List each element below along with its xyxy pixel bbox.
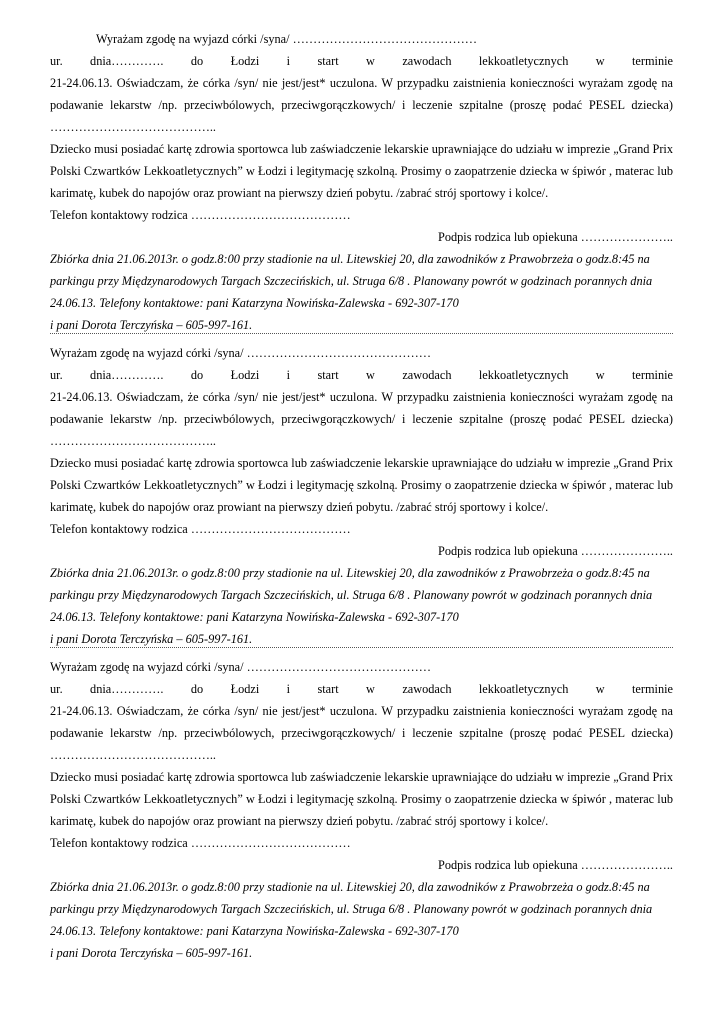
pesel-blank-line: ………………………………….. — [50, 434, 217, 448]
consent-form-3 — [50, 656, 673, 964]
meeting-info-line-2: parkingu przy Międzynarodowych Targach Szczecińskich, ul. Struga 6/8 . Planowany powrót w godzinach porannych dnia — [50, 902, 653, 916]
meeting-info-line-4: i pani Dorota Terczyńska – 605-997-161. — [50, 632, 253, 646]
consent-form-1 — [50, 28, 673, 336]
medical-consent-line: podawanie lekarstw /np. przeciwbólowych, przeciwgorączkowych/ i leczenie szpitalne (proszę podać PESEL dziecka) — [50, 726, 673, 740]
requirements-line-2: Polski Czwartków Lekkoatletycznych” w Łodzi i legitymację szkolną. Prosimy o zaopatrzenie dziecka w śpiwór , materac lub — [50, 478, 673, 492]
pesel-blank-line: ………………………………….. — [50, 120, 217, 134]
meeting-info-line-1: Zbiórka dnia 21.06.2013r. o godz.8:00 przy stadionie na ul. Litewskiej 20, dla zawodników z Prawobrzeża o godz.8:45 na — [50, 252, 650, 266]
meeting-info-line-4: i pani Dorota Terczyńska – 605-997-161. — [50, 318, 253, 332]
allergy-statement-line: 21-24.06.13. Oświadczam, że córka /syn/ nie jest/jest* uczulona. W przypadku zaistnienia konieczności wyrażam zgodę na — [50, 76, 673, 90]
consent-line: Wyrażam zgodę na wyjazd córki /syna/ ……………………………………… — [50, 346, 432, 360]
meeting-info-line-2: parkingu przy Międzynarodowych Targach Szczecińskich, ul. Struga 6/8 . Planowany powrót w godzinach porannych dnia — [50, 274, 653, 288]
consent-form-2 — [50, 342, 673, 650]
requirements-line-1: Dziecko musi posiadać kartę zdrowia sportowca lub zaświadczenie lekarskie uprawniające do udziału w imprezie „Grand Prix — [50, 456, 673, 470]
allergy-statement-line: 21-24.06.13. Oświadczam, że córka /syn/ nie jest/jest* uczulona. W przypadku zaistnienia konieczności wyrażam zgodę na — [50, 390, 673, 404]
birth-date-line: ur. dnia…………. do Łodzi i start w zawodach lekkoatletycznych w terminie — [50, 682, 673, 696]
requirements-line-2: Polski Czwartków Lekkoatletycznych” w Łodzi i legitymację szkolną. Prosimy o zaopatrzenie dziecka w śpiwór , materac lub — [50, 792, 673, 806]
parent-phone-line: Telefon kontaktowy rodzica ………………………………… — [50, 522, 351, 536]
parent-signature-line: Podpis rodzica lub opiekuna ………………….. — [438, 858, 673, 872]
parent-signature-line: Podpis rodzica lub opiekuna ………………….. — [438, 230, 673, 244]
requirements-line-1: Dziecko musi posiadać kartę zdrowia sportowca lub zaświadczenie lekarskie uprawniające do udziału w imprezie „Grand Prix — [50, 770, 673, 784]
meeting-info-line-1: Zbiórka dnia 21.06.2013r. o godz.8:00 przy stadionie na ul. Litewskiej 20, dla zawodników z Prawobrzeża o godz.8:45 na — [50, 566, 650, 580]
meeting-info-line-2: parkingu przy Międzynarodowych Targach Szczecińskich, ul. Struga 6/8 . Planowany powrót w godzinach porannych dnia — [50, 588, 653, 602]
cut-line-divider — [50, 645, 673, 648]
meeting-info-line-4: i pani Dorota Terczyńska – 605-997-161. — [50, 946, 253, 960]
consent-line: Wyrażam zgodę na wyjazd córki /syna/ ……………………………………… — [50, 660, 432, 674]
medical-consent-line: podawanie lekarstw /np. przeciwbólowych, przeciwgorączkowych/ i leczenie szpitalne (proszę podać PESEL dziecka) — [50, 98, 673, 112]
meeting-info-line-3: 24.06.13. Telefony kontaktowe: pani Katarzyna Nowińska-Zalewska - 692-307-170 — [50, 610, 459, 624]
birth-date-line: ur. dnia…………. do Łodzi i start w zawodach lekkoatletycznych w terminie — [50, 368, 673, 382]
parent-signature-line: Podpis rodzica lub opiekuna ………………….. — [438, 544, 673, 558]
requirements-line-3: karimatę, kubek do napojów oraz prowiant na pierwszy dzień pobytu. /zabrać strój sportowy i kolce/. — [50, 500, 549, 514]
requirements-line-3: karimatę, kubek do napojów oraz prowiant na pierwszy dzień pobytu. /zabrać strój sportowy i kolce/. — [50, 186, 549, 200]
medical-consent-line: podawanie lekarstw /np. przeciwbólowych, przeciwgorączkowych/ i leczenie szpitalne (proszę podać PESEL dziecka) — [50, 412, 673, 426]
parent-phone-line: Telefon kontaktowy rodzica ………………………………… — [50, 836, 351, 850]
meeting-info-line-3: 24.06.13. Telefony kontaktowe: pani Katarzyna Nowińska-Zalewska - 692-307-170 — [50, 296, 459, 310]
pesel-blank-line: ………………………………….. — [50, 748, 217, 762]
birth-date-line: ur. dnia…………. do Łodzi i start w zawodach lekkoatletycznych w terminie — [50, 54, 673, 68]
allergy-statement-line: 21-24.06.13. Oświadczam, że córka /syn/ nie jest/jest* uczulona. W przypadku zaistnienia konieczności wyrażam zgodę na — [50, 704, 673, 718]
parent-phone-line: Telefon kontaktowy rodzica ………………………………… — [50, 208, 351, 222]
consent-line: Wyrażam zgodę na wyjazd córki /syna/ ……………………………………… — [96, 32, 478, 46]
cut-line-divider — [50, 331, 673, 334]
requirements-line-2: Polski Czwartków Lekkoatletycznych” w Łodzi i legitymację szkolną. Prosimy o zaopatrzenie dziecka w śpiwór , materac lub — [50, 164, 673, 178]
meeting-info-line-3: 24.06.13. Telefony kontaktowe: pani Katarzyna Nowińska-Zalewska - 692-307-170 — [50, 924, 459, 938]
requirements-line-1: Dziecko musi posiadać kartę zdrowia sportowca lub zaświadczenie lekarskie uprawniające do udziału w imprezie „Grand Prix — [50, 142, 673, 156]
meeting-info-line-1: Zbiórka dnia 21.06.2013r. o godz.8:00 przy stadionie na ul. Litewskiej 20, dla zawodników z Prawobrzeża o godz.8:45 na — [50, 880, 650, 894]
requirements-line-3: karimatę, kubek do napojów oraz prowiant na pierwszy dzień pobytu. /zabrać strój sportowy i kolce/. — [50, 814, 549, 828]
